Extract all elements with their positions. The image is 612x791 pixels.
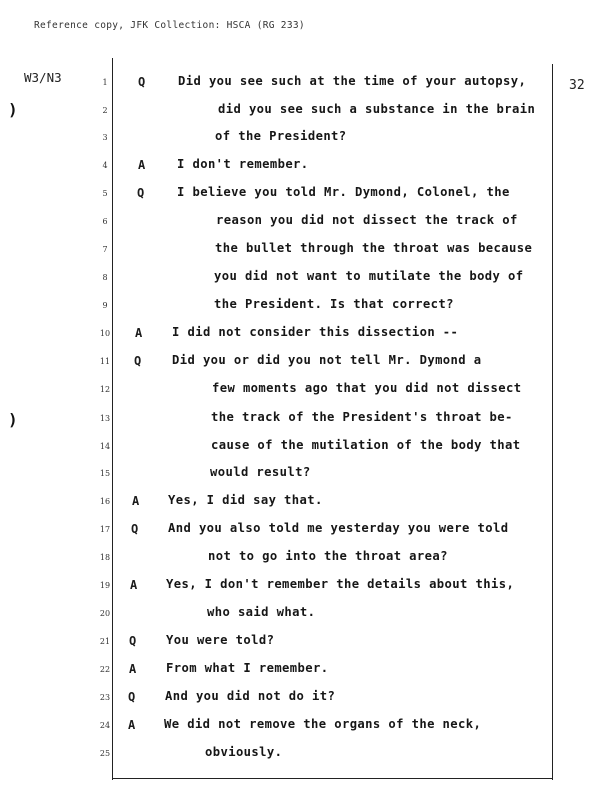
line-number: 23 [99, 693, 111, 702]
line-number: 11 [99, 357, 111, 366]
transcript-frame-right [552, 64, 553, 780]
page-number: 32 [569, 78, 585, 93]
line-number: 1 [102, 78, 108, 87]
transcript-line-text: We did not remove the organs of the neck, [164, 717, 482, 731]
transcript-line-text: of the President? [215, 129, 347, 143]
line-number: 4 [102, 161, 108, 170]
binding-hole-mark: ) [8, 100, 18, 119]
line-number: 12 [99, 385, 111, 394]
speaker-marker: Q [131, 522, 139, 536]
line-number: 15 [99, 469, 111, 478]
witness-code: W3/N3 [24, 70, 62, 85]
transcript-line-text: From what I remember. [166, 661, 329, 675]
line-number: 5 [102, 189, 108, 198]
speaker-marker: A [129, 662, 137, 676]
speaker-marker: Q [129, 634, 137, 648]
binding-hole-mark: ) [8, 410, 18, 429]
line-number: 21 [99, 637, 111, 646]
reference-copy-stamp: Reference copy, JFK Collection: HSCA (RG 233) [34, 20, 305, 31]
speaker-marker: A [135, 326, 143, 340]
transcript-line-text: not to go into the throat area? [208, 549, 448, 563]
line-number: 14 [99, 442, 111, 451]
speaker-marker: Q [134, 354, 142, 368]
transcript-line-text: you did not want to mutilate the body of [214, 269, 524, 283]
transcript-line-text: Did you or did you not tell Mr. Dymond a [172, 353, 482, 367]
transcript-line-text: obviously. [205, 745, 283, 759]
line-number: 19 [99, 581, 111, 590]
transcript-line-text: Did you see such at the time of your autopsy, [178, 74, 527, 88]
transcript-frame-bottom [112, 778, 553, 779]
line-number: 3 [102, 133, 108, 142]
speaker-marker: A [128, 718, 136, 732]
speaker-marker: A [138, 158, 146, 172]
transcript-line-text: I don't remember. [177, 157, 309, 171]
transcript-line-text: Yes, I did say that. [168, 493, 323, 507]
line-number: 8 [102, 273, 108, 282]
transcript-line-text: And you also told me yesterday you were told [168, 521, 509, 535]
transcript-line-text: few moments ago that you did not dissect [212, 381, 522, 395]
speaker-marker: Q [128, 690, 136, 704]
speaker-marker: A [130, 578, 138, 592]
line-number: 6 [102, 217, 108, 226]
line-number: 22 [99, 665, 111, 674]
transcript-line-text: did you see such a substance in the brain [218, 102, 536, 116]
line-number: 13 [99, 414, 111, 423]
transcript-line-text: the bullet through the throat was because [215, 241, 533, 255]
transcript-line-text: Yes, I don't remember the details about this, [166, 577, 515, 591]
line-number: 17 [99, 525, 111, 534]
line-number: 24 [99, 721, 111, 730]
line-number: 18 [99, 553, 111, 562]
line-number: 20 [99, 609, 111, 618]
transcript-line-text: would result? [210, 465, 311, 479]
line-number: 2 [102, 106, 108, 115]
speaker-marker: Q [138, 75, 146, 89]
transcript-line-text: reason you did not dissect the track of [216, 213, 518, 227]
line-number: 10 [99, 329, 111, 338]
transcript-line-text: I did not consider this dissection -- [172, 325, 459, 339]
transcript-line-text: cause of the mutilation of the body that [211, 438, 521, 452]
transcript-line-text: the track of the President's throat be- [211, 410, 513, 424]
transcript-line-text: And you did not do it? [165, 689, 336, 703]
transcript-line-text: the President. Is that correct? [214, 297, 454, 311]
line-number: 7 [102, 245, 108, 254]
line-number: 25 [99, 749, 111, 758]
transcript-line-text: You were told? [166, 633, 275, 647]
line-number: 9 [102, 301, 108, 310]
speaker-marker: Q [137, 186, 145, 200]
transcript-line-text: who said what. [207, 605, 316, 619]
line-number: 16 [99, 497, 111, 506]
speaker-marker: A [132, 494, 140, 508]
transcript-line-text: I believe you told Mr. Dymond, Colonel, the [177, 185, 510, 199]
